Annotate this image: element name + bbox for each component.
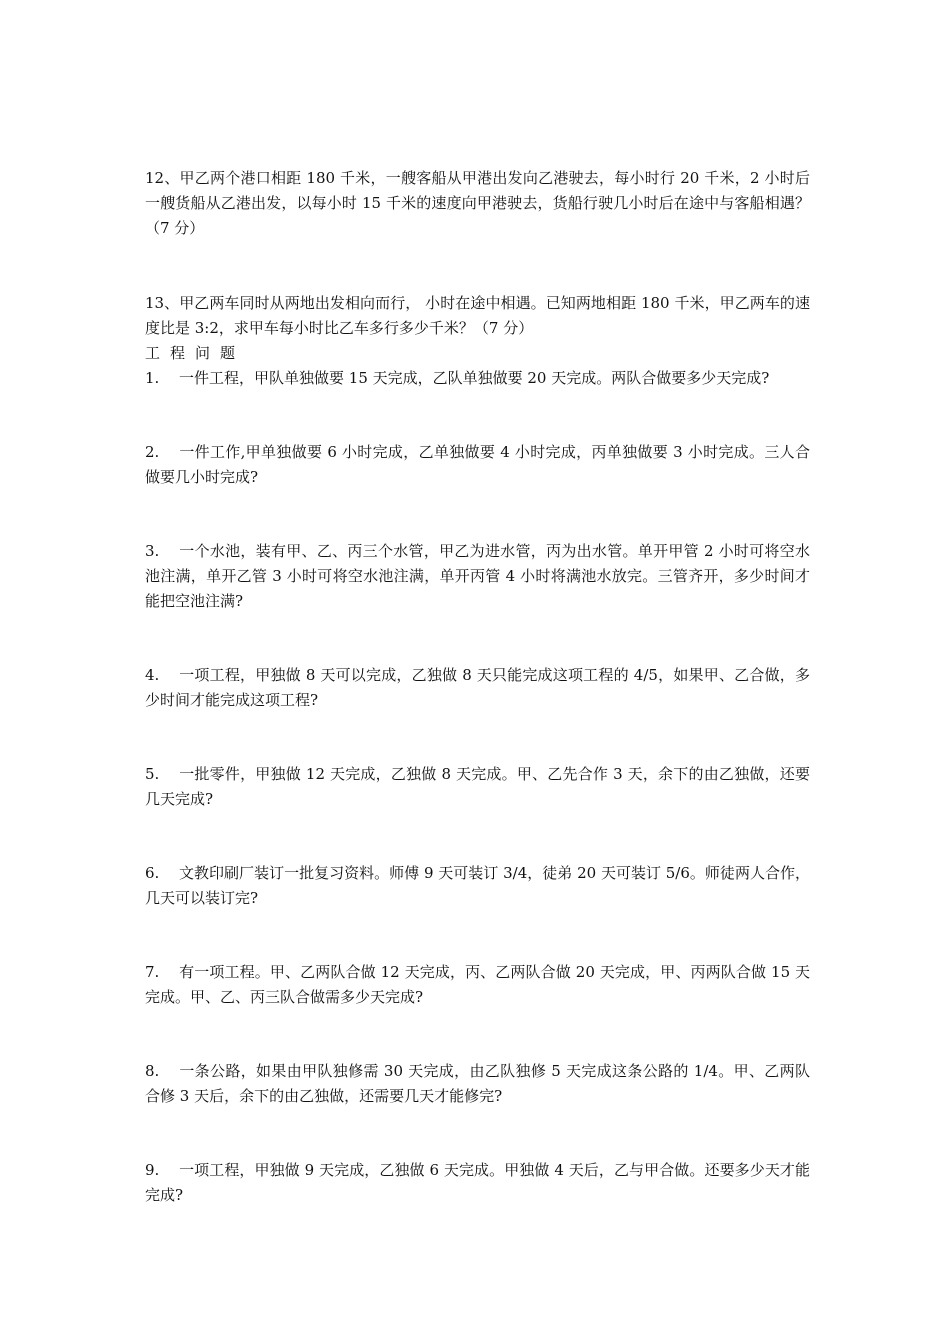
problem-7 [145, 960, 810, 1010]
problem-number: 5. [145, 765, 160, 783]
problem-12: 12、甲乙两个港口相距 180 千米，一艘客船从甲港出发向乙港驶去，每小时行 20 千米，2 小时后一艘货船从乙港出发，以每小时 15 千米的速度向甲港驶去，货船行驶几小时后在途中与客船相遇？（7 分） [145, 169, 810, 237]
problem-2 [145, 440, 810, 490]
problem-text: 一条公路，如果由甲队独修需 30 天完成，由乙队独修 5 天完成这条公路的 1/4。甲、乙两队合修 3 天后，余下的由乙独做，还需要几天才能修完? [145, 1062, 810, 1105]
problem-6 [145, 861, 810, 911]
problem-text: 有一项工程。甲、乙两队合做 12 天完成，丙、乙两队合做 20 天完成，甲、丙两队合做 15 天完成。甲、乙、丙三队合做需多少天完成? [145, 963, 810, 1006]
problem-number: 7. [145, 963, 160, 981]
problem-text: 一项工程，甲独做 8 天可以完成，乙独做 8 天只能完成这项工程的 4/5，如果甲、乙合做，多少时间才能完成这项工程? [145, 666, 810, 709]
problem-1 [145, 366, 810, 391]
section-heading: 工程问题 [145, 344, 246, 362]
problem-text: 文教印刷厂装订一批复习资料。师傅 9 天可装订 3/4，徒弟 20 天可装订 5/6。师徒两人合作，几天可以装订完? [145, 864, 810, 907]
problem-number: 8. [145, 1062, 160, 1080]
problem-number: 9. [145, 1161, 160, 1179]
problem-text: 一批零件，甲独做 12 天完成，乙独做 8 天完成。甲、乙先合作 3 天，余下的由乙独做，还要几天完成? [145, 765, 810, 808]
problem-3 [145, 539, 810, 614]
document-page [145, 0, 810, 1344]
problem-9 [145, 1158, 810, 1208]
problem-text: 一件工程，甲队单独做要 15 天完成，乙队单独做要 20 天完成。两队合做要多少天完成? [179, 369, 770, 387]
problem-5 [145, 762, 810, 812]
problem-text: 一个水池，装有甲、乙、丙三个水管，甲乙为进水管，丙为出水管。单开甲管 2 小时可将空水池注满，单开乙管 3 小时可将空水池注满，单开丙管 4 小时将满池水放完。三管齐开，多少时间才能把空池注满? [145, 542, 810, 610]
problem-text: 一件工作,甲单独做要 6 小时完成，乙单独做要 4 小时完成，丙单独做要 3 小时完成。三人合做要几小时完成? [145, 443, 810, 486]
problem-8 [145, 1059, 810, 1109]
problem-number: 3. [145, 542, 160, 560]
problem-number: 2. [145, 443, 160, 461]
problem-text: 一项工程，甲独做 9 天完成，乙独做 6 天完成。甲独做 4 天后，乙与甲合做。还要多少天才能完成? [145, 1161, 810, 1204]
problem-13: 13、甲乙两车同时从两地出发相向而行， 小时在途中相遇。已知两地相距 180 千米，甲乙两车的速度比是 3:2，求甲车每小时比乙车多行多少千米？（7 分） [145, 294, 810, 337]
problem-number: 6. [145, 864, 160, 882]
problem-number: 1. [145, 369, 160, 387]
problem-number: 4. [145, 666, 160, 684]
problem-4 [145, 663, 810, 713]
